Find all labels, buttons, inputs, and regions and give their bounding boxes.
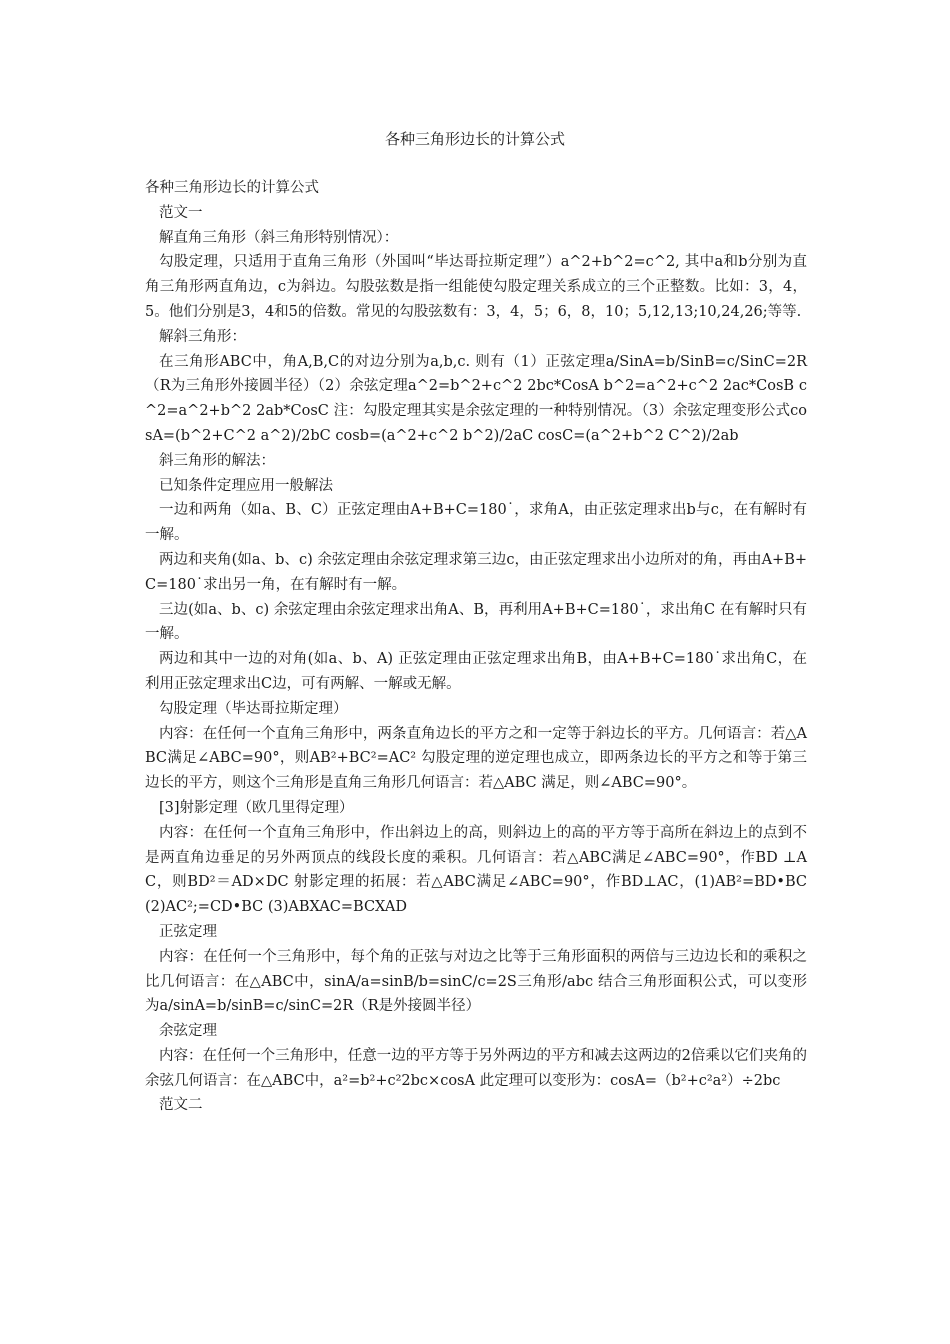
paragraph: [3]射影定理（欧几里得定理） xyxy=(159,799,354,816)
paragraph: 内容：在任何一个三角形中，每个角的正弦与对边之比等于三角形面积的两倍与三边边长和的乘积之比几何语言：在△ABC中，sinA/a=sinB/b=sinC/c=2S三角形/abc 结合三角形面积公式，可以变形为a/sinA=b/sinB=c/sinC=2R（R是外接圆半径） xyxy=(145,948,807,1015)
paragraph: 内容：在任何一个直角三角形中，两条直角边长的平方之和一定等于斜边长的平方。几何语言：若△ABC满足∠ABC=90°，则AB²+BC²=AC² 勾股定理的逆定理也成立，即两条边长的平方之和等于第三边长的平方，则这个三角形是直角三角形几何语言：若△ABC 满足，则∠ABC=90°。 xyxy=(145,725,807,792)
paragraph: 解直角三角形（斜三角形特别情况）： xyxy=(159,229,399,246)
paragraph: 斜三角形的解法： xyxy=(159,452,275,469)
paragraph: 余弦定理 xyxy=(159,1023,217,1040)
paragraph: 已知条件定理应用一般解法 xyxy=(159,477,333,494)
document-body xyxy=(145,176,807,1118)
paragraph: 在三角形ABC中，角A,B,C的对边分别为a,b,c. 则有（1）正弦定理a/SinA=b/SinB=c/SinC=2R（R为三角形外接圆半径）（2）余弦定理a^2=b^2+c^2 2bc*CosA b^2=a^2+c^2 2ac*CosB c^2=a^2+b^2 2ab*CosC 注：勾股定理其实是余弦定理的一种特别情况。（3）余弦定理变形公式cosA=(b^2+C^2 a^2)/2bC cosb=(a^2+c^2 b^2)/2aC cosC=(a^2+b^2 C^2)/2ab xyxy=(145,353,807,444)
paragraph: 解斜三角形： xyxy=(159,328,246,345)
paragraph: 两边和其中一边的对角(如a、b、A) 正弦定理由正弦定理求出角B，由A+B+C=180˙求出角C，在利用正弦定理求出C边，可有两解、一解或无解。 xyxy=(145,651,807,692)
paragraph: 各种三角形边长的计算公式 xyxy=(145,180,319,196)
paragraph: 内容：在任何一个三角形中，任意一边的平方等于另外两边的平方和减去这两边的2倍乘以它们夹角的余弦几何语言：在△ABC中，a²=b²+c²2bc×cosA 此定理可以变形为：cosA=（b²+c²a²）÷2bc xyxy=(145,1047,807,1089)
paragraph: 勾股定理（毕达哥拉斯定理） xyxy=(159,700,348,717)
paragraph: 范文一 xyxy=(159,204,203,221)
paragraph: 三边(如a、b、c) 余弦定理由余弦定理求出角A、B，再利用A+B+C=180˙，求出角C 在有解时只有一解。 xyxy=(145,601,807,643)
paragraph: 勾股定理，只适用于直角三角形（外国叫“毕达哥拉斯定理”）a^2+b^2=c^2, 其中a和b分别为直角三角形两直角边，c为斜边。勾股弦数是指一组能使勾股定理关系成立的三个正整数。比如：3，4，5。他们分别是3，4和5的倍数。常见的勾股弦数有：3，4，5；6，8，10；5,12,13;10,24,26;等等. xyxy=(145,254,807,320)
paragraph: 两边和夹角(如a、b、c) 余弦定理由余弦定理求第三边c，由正弦定理求出小边所对的角，再由A+B+C=180˙求出另一角，在有解时有一解。 xyxy=(145,551,807,593)
paragraph: 一边和两角（如a、B、C）正弦定理由A+B+C=180˙，求角A，由正弦定理求出b与c，在有解时有一解。 xyxy=(145,502,807,544)
paragraph: 正弦定理 xyxy=(159,923,217,940)
paragraph: 范文二 xyxy=(159,1097,203,1114)
paragraph: 内容：在任何一个直角三角形中，作出斜边上的高，则斜边上的高的平方等于高所在斜边上的点到不是两直角边垂足的另外两顶点的线段长度的乘积。几何语言：若△ABC满足∠ABC=90°，作BD ⊥AC，则BD²＝AD×DC 射影定理的拓展：若△ABC满足∠ABC=90°，作BD⊥AC，(1)AB²=BD•BC (2)AC²;=CD•BC (3)ABXAC=BCXAD xyxy=(145,824,807,916)
document-title: 各种三角形边长的计算公式 xyxy=(384,130,565,148)
